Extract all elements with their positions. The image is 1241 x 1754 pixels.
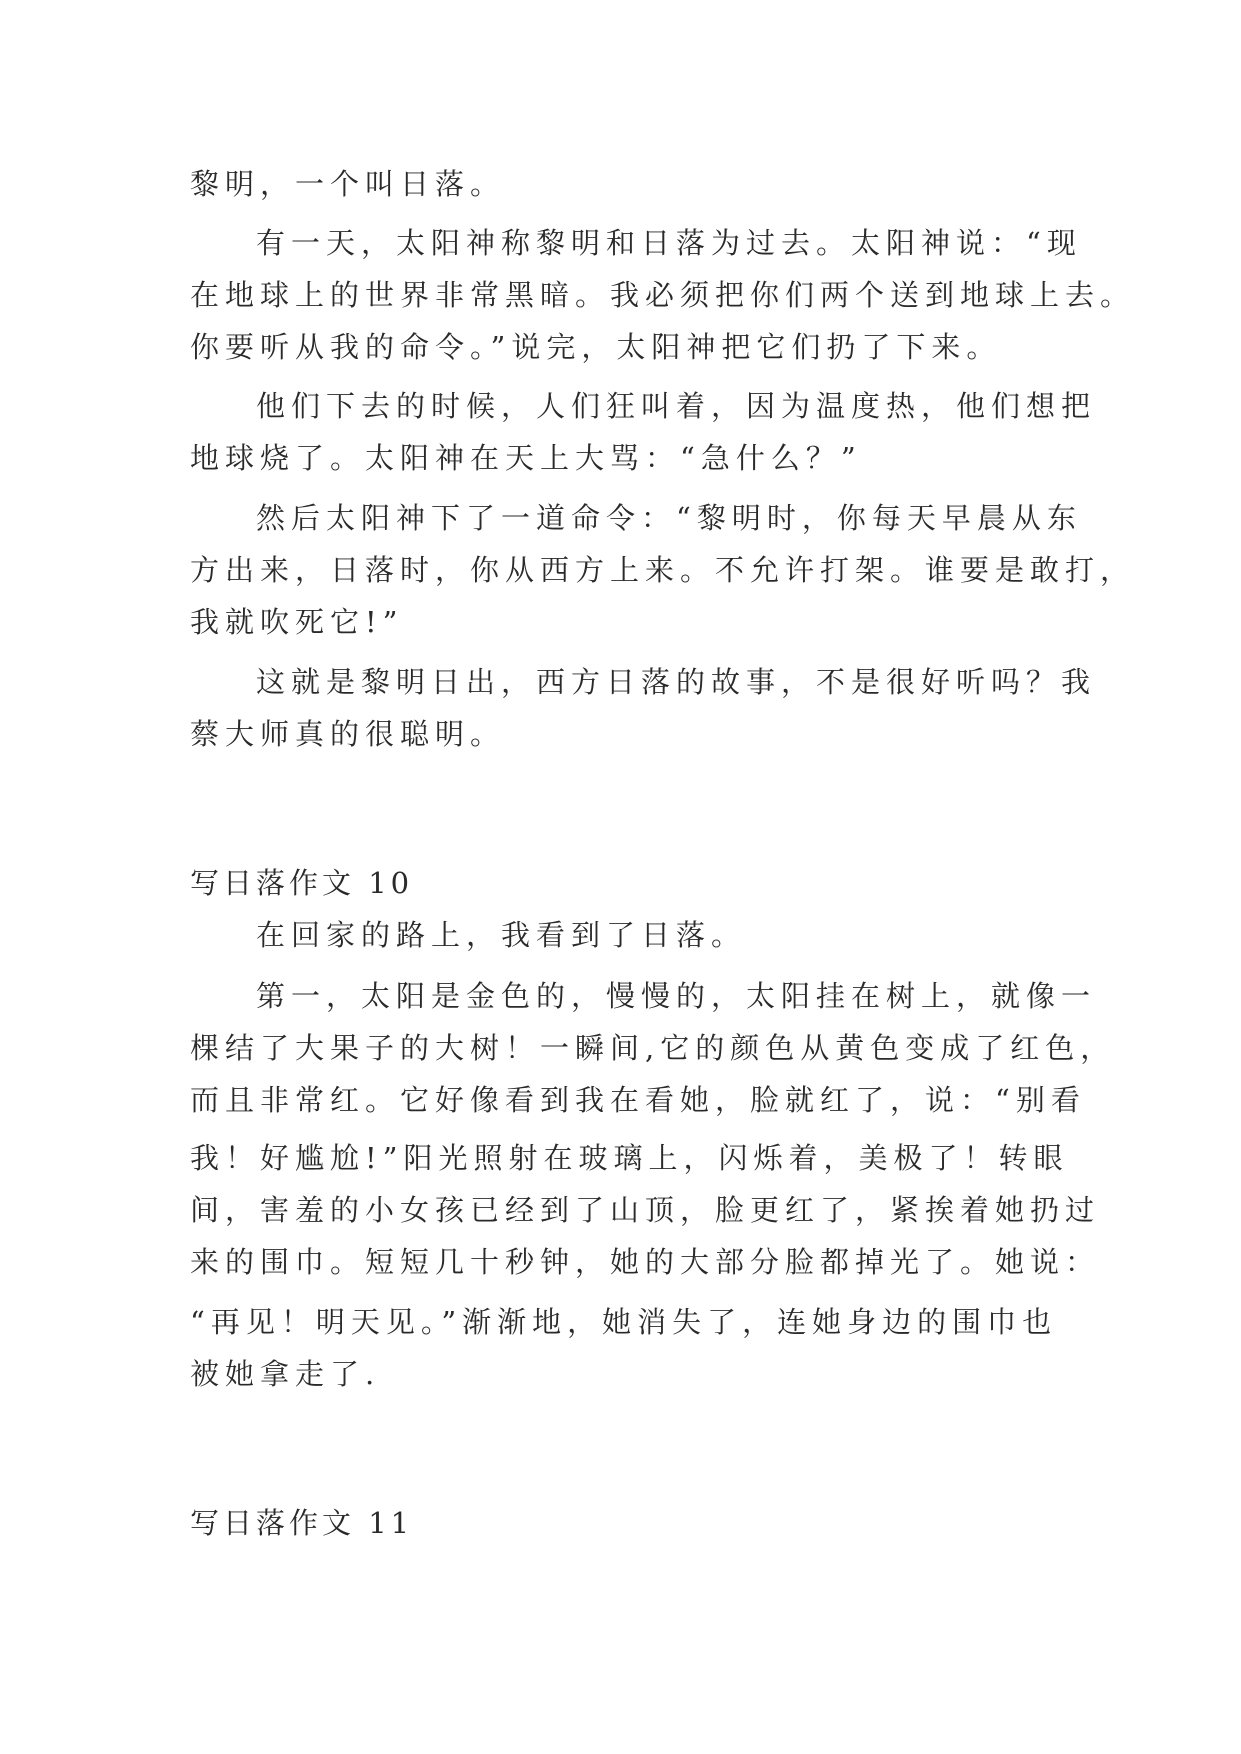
paragraph-line: “再见！明天见。”渐渐地，她消失了，连她身边的围巾也 (190, 1305, 1058, 1339)
paragraph-line: 他们下去的时候，人们狂叫着，因为温度热，他们想把 (256, 389, 1097, 423)
paragraph-line: 在地球上的世界非常黑暗。我必须把你们两个送到地球上去。 (190, 278, 1136, 312)
paragraph-line: 地球烧了。太阳神在天上大骂：“急什么？” (190, 441, 862, 475)
paragraph-line: 这就是黎明日出，西方日落的故事，不是很好听吗？我 (256, 665, 1097, 699)
paragraph-line: 第一，太阳是金色的，慢慢的，太阳挂在树上，就像一 (256, 979, 1097, 1013)
paragraph-line: 来的围巾。短短几十秒钟，她的大部分脸都掉光了。她说： (190, 1245, 1101, 1279)
paragraph-line: 被她拿走了. (190, 1357, 381, 1391)
paragraph-line: 你要听从我的命令。”说完，太阳神把它们扔了下来。 (190, 330, 1002, 364)
paragraph-line: 然后太阳神下了一道命令：“黎明时，你每天早晨从东 (256, 501, 1082, 535)
paragraph-line: 我！好尴尬!”阳光照射在玻璃上，闪烁着，美极了！转眼 (190, 1141, 1069, 1175)
paragraph-line: 而且非常红。它好像看到我在看她，脸就红了，说：“别看 (190, 1083, 1086, 1117)
paragraph-line: 蔡大师真的很聪明。 (190, 717, 506, 751)
section-heading: 写日落作文 11 (190, 1506, 414, 1540)
paragraph-line: 棵结了大果子的大树！一瞬间,它的颜色从黄色变成了红色， (190, 1031, 1116, 1065)
paragraph-line: 方出来，日落时，你从西方上来。不允许打架。谁要是敢打， (190, 553, 1136, 587)
paragraph-line: 间，害羞的小女孩已经到了山顶，脸更红了，紧挨着她扔过 (190, 1193, 1101, 1227)
section-heading: 写日落作文 10 (190, 866, 414, 900)
paragraph-line: 在回家的路上，我看到了日落。 (256, 918, 747, 952)
paragraph-line: 黎明，一个叫日落。 (190, 167, 506, 201)
paragraph-line: 有一天，太阳神称黎明和日落为过去。太阳神说：“现 (256, 226, 1082, 260)
paragraph-line: 我就吹死它!” (190, 605, 404, 639)
